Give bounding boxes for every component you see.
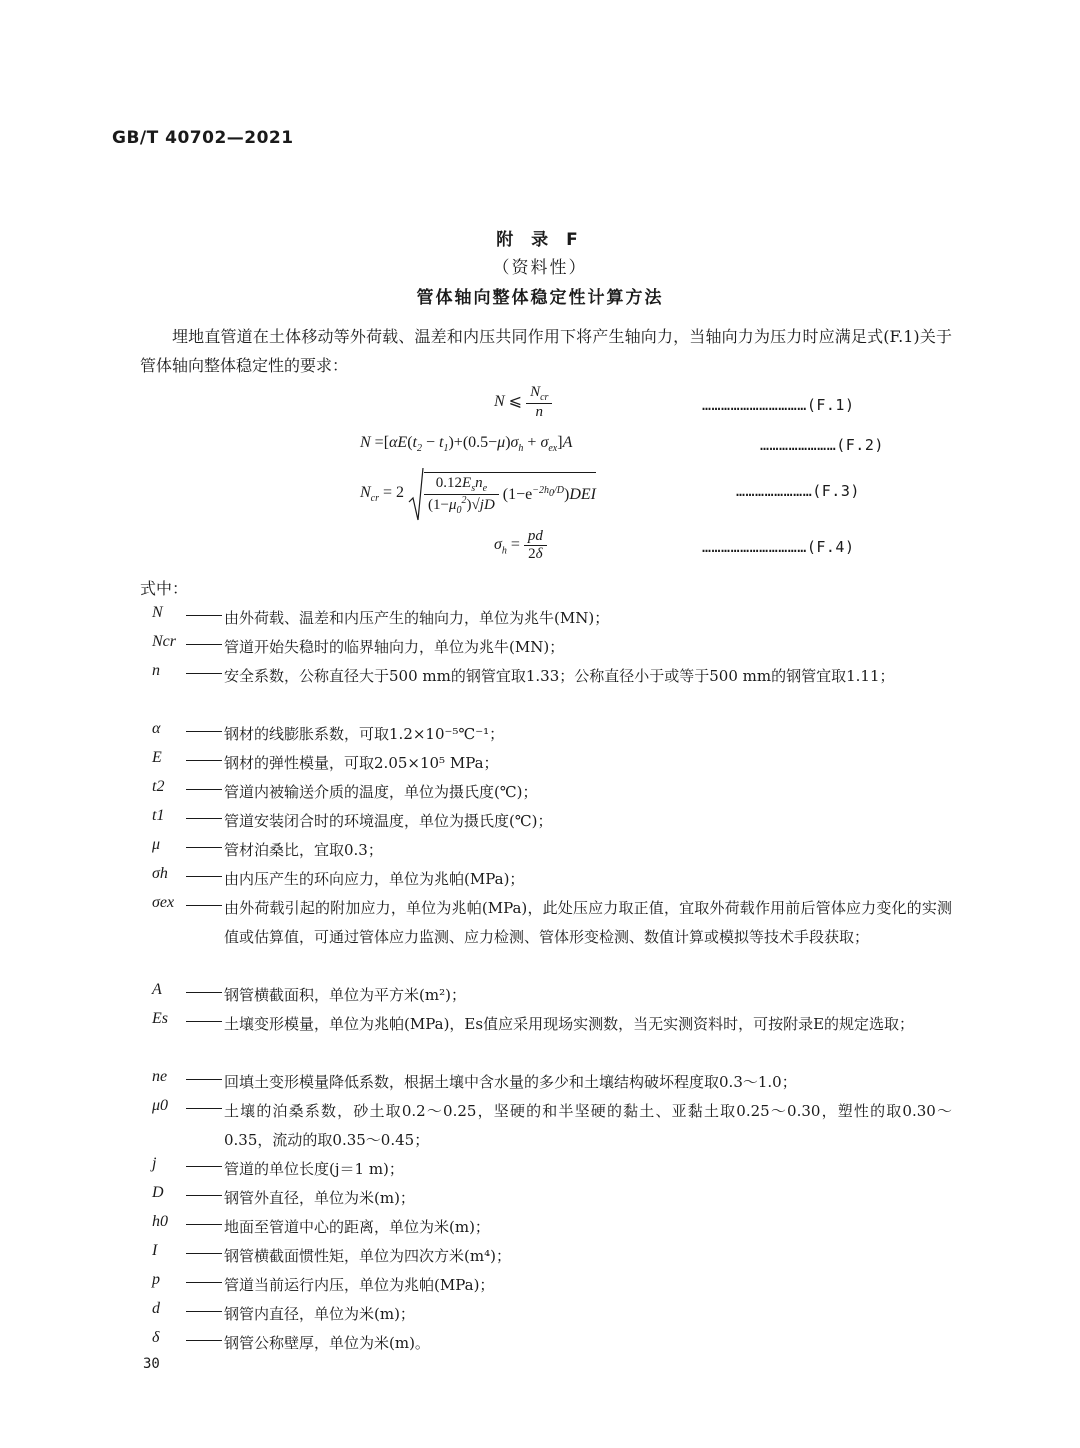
definition-dash bbox=[186, 615, 222, 616]
section-title: 管体轴向整体稳定性计算方法 bbox=[416, 288, 664, 308]
formula-f4: $\sigma_h$ = $\frac{pd}{2\delta}$ bbox=[494, 528, 547, 563]
definition-text: 由内压产生的环向应力，单位为兆帕(MPa)； bbox=[224, 870, 525, 888]
definition-text: 钢管公称壁厚，单位为米(m)。 bbox=[224, 1334, 430, 1352]
definition-symbol: N bbox=[152, 604, 163, 621]
definition-symbol: σh bbox=[152, 865, 168, 882]
page-number: 30 bbox=[143, 1356, 160, 1372]
definition-text: 钢材的弹性模量，可取2.05×10⁵ MPa； bbox=[224, 754, 499, 772]
definition-dash bbox=[186, 1224, 222, 1225]
definition-dash bbox=[186, 992, 222, 993]
definition-symbol: E bbox=[152, 749, 162, 766]
definition-dash bbox=[186, 1166, 222, 1167]
definition-text: 钢管外直径，单位为米(m)； bbox=[224, 1189, 415, 1207]
formula-f2: $N =[\alpha E(t_2 - t_1)+(0.5-\mu)\sigma_h + \sigma_{ex}]A$ bbox=[360, 434, 573, 455]
formula-f2-ref: ……………………(F.2) bbox=[760, 436, 884, 454]
definition-dash bbox=[186, 1079, 222, 1080]
definition-symbol: A bbox=[152, 981, 162, 998]
appendix-title: 附 录 F bbox=[496, 230, 584, 250]
definition-symbol: D bbox=[152, 1184, 164, 1201]
definition-text: 管道的单位长度(j＝1 m)； bbox=[224, 1160, 404, 1178]
definition-dash bbox=[186, 818, 222, 819]
definition-symbol: μ0 bbox=[152, 1097, 169, 1114]
formula-f4-ref: ……………………………(F.4) bbox=[702, 538, 855, 556]
definition-text: 管道开始失稳时的临界轴向力，单位为兆牛(MN)； bbox=[224, 638, 565, 656]
definition-text: 钢管内直径，单位为米(m)； bbox=[224, 1305, 415, 1323]
definition-text: 由外荷载引起的附加应力，单位为兆帕(MPa)，此处压应力取正值，宜取外荷载作用前后管体应力变化的实测值或估算值，可通过管体应力监测、应力检测、管体形变检测、数值计算或模拟等技术手段获取； bbox=[224, 899, 952, 946]
definition-text: 回填土变形模量降低系数，根据土壤中含水量的多少和土壤结构破坏程度取0.3～1.0； bbox=[224, 1073, 797, 1091]
appendix-type: （资料性） bbox=[492, 258, 588, 278]
definition-dash bbox=[186, 1021, 222, 1022]
definition-dash bbox=[186, 1253, 222, 1254]
definition-symbol: p bbox=[152, 1271, 160, 1288]
definition-dash bbox=[186, 847, 222, 848]
formula-f3: $N_{cr} = 2$ $\frac{0.12E_sn_e}{(1-\mu_0^2)√jD}$ $(1-e^{-2h_0/D})DEI$ bbox=[360, 466, 596, 522]
definition-dash bbox=[186, 789, 222, 790]
definition-dash bbox=[186, 673, 222, 674]
definition-dash bbox=[186, 1195, 222, 1196]
definition-text: 钢管横截面积，单位为平方米(m²)； bbox=[224, 986, 466, 1004]
definition-symbol: t2 bbox=[152, 778, 165, 795]
definition-text: 钢材的线膨胀系数，可取1.2×10⁻⁵℃⁻¹； bbox=[224, 725, 505, 743]
intro-text: 埋地直管道在土体移动等外荷载、温差和内压共同作用下将产生轴向力，当轴向力为压力时应满足式(F.1)关于管体轴向整体稳定性的要求： bbox=[140, 327, 952, 375]
definition-symbol: δ bbox=[152, 1329, 160, 1346]
definition-text: 地面至管道中心的距离，单位为米(m)； bbox=[224, 1218, 490, 1236]
definition-text: 土壤的泊桑系数，砂土取0.2～0.25，坚硬的和半坚硬的黏土、亚黏土取0.25～0.30，塑性的取0.30～0.35，流动的取0.35～0.45； bbox=[224, 1102, 952, 1149]
definition-text: 管道当前运行内压，单位为兆帕(MPa)； bbox=[224, 1276, 495, 1294]
standard-code: GB/T 40702—2021 bbox=[112, 128, 294, 148]
definition-symbol: ne bbox=[152, 1068, 168, 1085]
definition-symbol: Ncr bbox=[152, 633, 176, 650]
where-label: 式中： bbox=[140, 579, 189, 598]
definition-text: 管材泊桑比，宜取0.3； bbox=[224, 841, 383, 859]
definition-symbol: μ bbox=[152, 836, 161, 853]
definition-dash bbox=[186, 1311, 222, 1312]
definition-dash bbox=[186, 905, 222, 906]
definition-symbol: Es bbox=[152, 1010, 168, 1027]
definition-dash bbox=[186, 1340, 222, 1341]
definition-dash bbox=[186, 760, 222, 761]
definition-text: 由外荷载、温差和内压产生的轴向力，单位为兆牛(MN)； bbox=[224, 609, 610, 627]
definition-symbol: I bbox=[152, 1242, 158, 1259]
formula-f3-ref: ……………………(F.3) bbox=[736, 482, 860, 500]
intro-paragraph bbox=[140, 322, 952, 380]
definition-text: 土壤变形模量，单位为兆帕(MPa)，Es值应采用现场实测数，当无实测资料时，可按附录E的规定选取； bbox=[224, 1015, 915, 1033]
definition-symbol: α bbox=[152, 720, 161, 737]
definition-symbol: t1 bbox=[152, 807, 165, 824]
definition-dash bbox=[186, 1282, 222, 1283]
definition-dash bbox=[186, 876, 222, 877]
definition-dash bbox=[186, 731, 222, 732]
definition-symbol: n bbox=[152, 662, 160, 679]
formula-f1-ref: ……………………………(F.1) bbox=[702, 396, 855, 414]
formula-f1: N ⩽ $\frac{N_{cr}}{n}$ bbox=[494, 384, 552, 421]
definition-symbol: j bbox=[152, 1155, 157, 1172]
definition-text: 管道安装闭合时的环境温度，单位为摄氏度(℃)； bbox=[224, 812, 553, 830]
definition-text: 钢管横截面惯性矩，单位为四次方米(m⁴)； bbox=[224, 1247, 511, 1265]
definition-text: 管道内被输送介质的温度，单位为摄氏度(℃)； bbox=[224, 783, 538, 801]
definition-dash bbox=[186, 1108, 222, 1109]
definition-symbol: h0 bbox=[152, 1213, 168, 1230]
definition-text: 安全系数，公称直径大于500 mm的钢管宜取1.33；公称直径小于或等于500 mm的钢管宜取1.11； bbox=[224, 667, 895, 685]
definition-symbol: σex bbox=[152, 894, 175, 911]
definition-symbol: d bbox=[152, 1300, 160, 1317]
definition-dash bbox=[186, 644, 222, 645]
